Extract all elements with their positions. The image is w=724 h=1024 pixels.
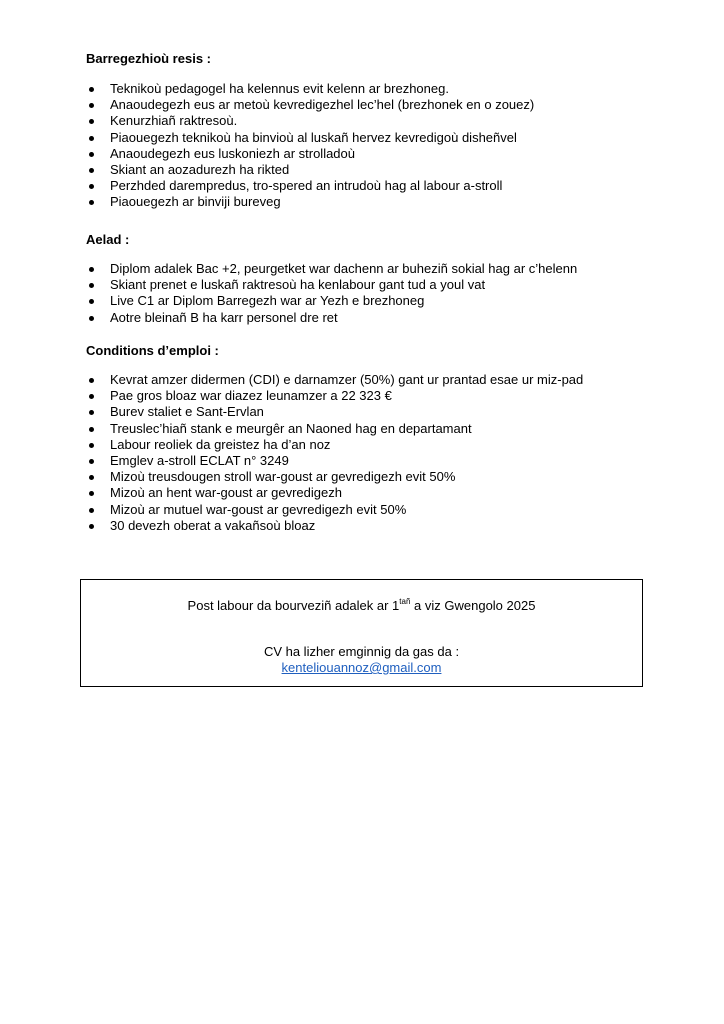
list-item-text: Live C1 ar Diplom Barregezh war ar Yezh e brezhoneg (110, 293, 425, 309)
list-item-text: Emglev a-stroll ECLAT n° 3249 (110, 452, 289, 468)
bullet-icon (89, 184, 94, 189)
list-item-text: Kenurzhiañ raktresoù. (110, 113, 238, 129)
list-item (86, 518, 686, 534)
bullet-icon (89, 459, 94, 464)
bullet-icon (89, 443, 94, 448)
application-instruction: CV ha lizher emginnig da gas da : (263, 644, 460, 659)
list-item (86, 277, 686, 293)
contact-box (80, 579, 643, 687)
list-item (86, 421, 686, 437)
list-item-text: Piaouegezh ar binviji bureveg (110, 194, 281, 210)
bullet-icon (89, 200, 94, 205)
section-title-skills: Barregezhioù resis : (86, 51, 211, 66)
list-item (86, 261, 686, 277)
list-item-text: Piaouegezh teknikoù ha binvioù al luskañ hervez kevredigoù disheñvel (110, 129, 517, 145)
list-item (86, 469, 686, 485)
bullet-icon (89, 119, 94, 124)
list-item (86, 130, 686, 146)
list-item (86, 178, 686, 194)
list-item-text: Mizoù treusdougen stroll war-goust ar gevredigezh evit 50% (110, 469, 456, 485)
bullet-icon (89, 283, 94, 288)
bullet-icon (89, 491, 94, 496)
section-title-profile: Aelad : (86, 232, 130, 247)
bullet-icon (89, 168, 94, 173)
bullet-icon (89, 316, 94, 321)
list-item (86, 502, 686, 518)
list-item-text: Perzhded darempredus, tro-spered an intrudoù hag al labour a-stroll (110, 178, 503, 194)
list-item-text: Labour reoliek da greistez ha d’an noz (110, 436, 331, 452)
list-item (86, 404, 686, 420)
bullet-icon (89, 524, 94, 529)
list-item (86, 194, 686, 210)
start-date-text: Post labour da bourveziñ adalek ar $1^{tañ}$ a viz Gwengolo 2025 (187, 597, 536, 613)
list-item (86, 485, 686, 501)
list-item-text: Anaoudegezh eus ar metoù kevredigezhel lec’hel (brezhonek en o zouez) (110, 97, 535, 113)
bullet-icon (89, 87, 94, 92)
list-item (86, 146, 686, 162)
list-item-text: Skiant prenet e luskañ raktresoù ha kenlabour gant tud a youl vat (110, 277, 486, 293)
list-item-text: Teknikoù pedagogel ha kelennus evit kelenn ar brezhoneg. (110, 81, 449, 96)
bullet-icon (89, 394, 94, 399)
list-item-text: Aotre bleinañ B ha karr personel dre ret (110, 309, 338, 325)
list-item-text: 30 devezh oberat a vakañsoù bloaz (110, 517, 316, 533)
list-item-text: Burev staliet e Sant-Ervlan (110, 404, 264, 420)
bullet-icon (89, 427, 94, 432)
bullet-icon (89, 410, 94, 415)
contact-email-link[interactable]: kenteliouannoz@gmail.com (281, 660, 442, 675)
list-item-text: Treuslec’hiañ stank e meurgêr an Naoned hag en departamant (110, 420, 472, 436)
list-item (86, 81, 686, 97)
list-item (86, 388, 686, 404)
section-title-conditions: Conditions d’emploi : (86, 343, 219, 358)
conditions-list (86, 372, 686, 534)
list-item-text: Anaoudegezh eus luskoniezh ar strolladoù (110, 145, 356, 161)
profile-list (86, 261, 686, 326)
list-item (86, 372, 686, 388)
list-item-text: Mizoù ar mutuel war-goust ar gevredigezh evit 50% (110, 501, 407, 517)
bullet-icon (89, 267, 94, 272)
list-item (86, 310, 686, 326)
bullet-icon (89, 136, 94, 141)
list-item (86, 437, 686, 453)
bullet-icon (89, 508, 94, 513)
list-item (86, 293, 686, 309)
list-item (86, 453, 686, 469)
list-item-text: Pae gros bloaz war diazez leunamzer a 22 323 € (110, 388, 392, 404)
list-item (86, 113, 686, 129)
list-item (86, 162, 686, 178)
list-item (86, 97, 686, 113)
bullet-icon (89, 475, 94, 480)
bullet-icon (89, 299, 94, 304)
bullet-icon (89, 378, 94, 383)
list-item-text: Kevrat amzer didermen (CDI) e darnamzer (50%) gant ur prantad esae ur miz-pad (110, 372, 584, 387)
list-item-text: Diplom adalek Bac +2, peurgetket war dachenn ar buheziñ sokial hag ar c’helenn (110, 261, 578, 276)
list-item-text: Skiant an aozadurezh ha rikted (110, 161, 290, 177)
skills-list (86, 81, 686, 211)
bullet-icon (89, 103, 94, 108)
bullet-icon (89, 152, 94, 157)
list-item-text: Mizoù an hent war-goust ar gevredigezh (110, 485, 342, 501)
